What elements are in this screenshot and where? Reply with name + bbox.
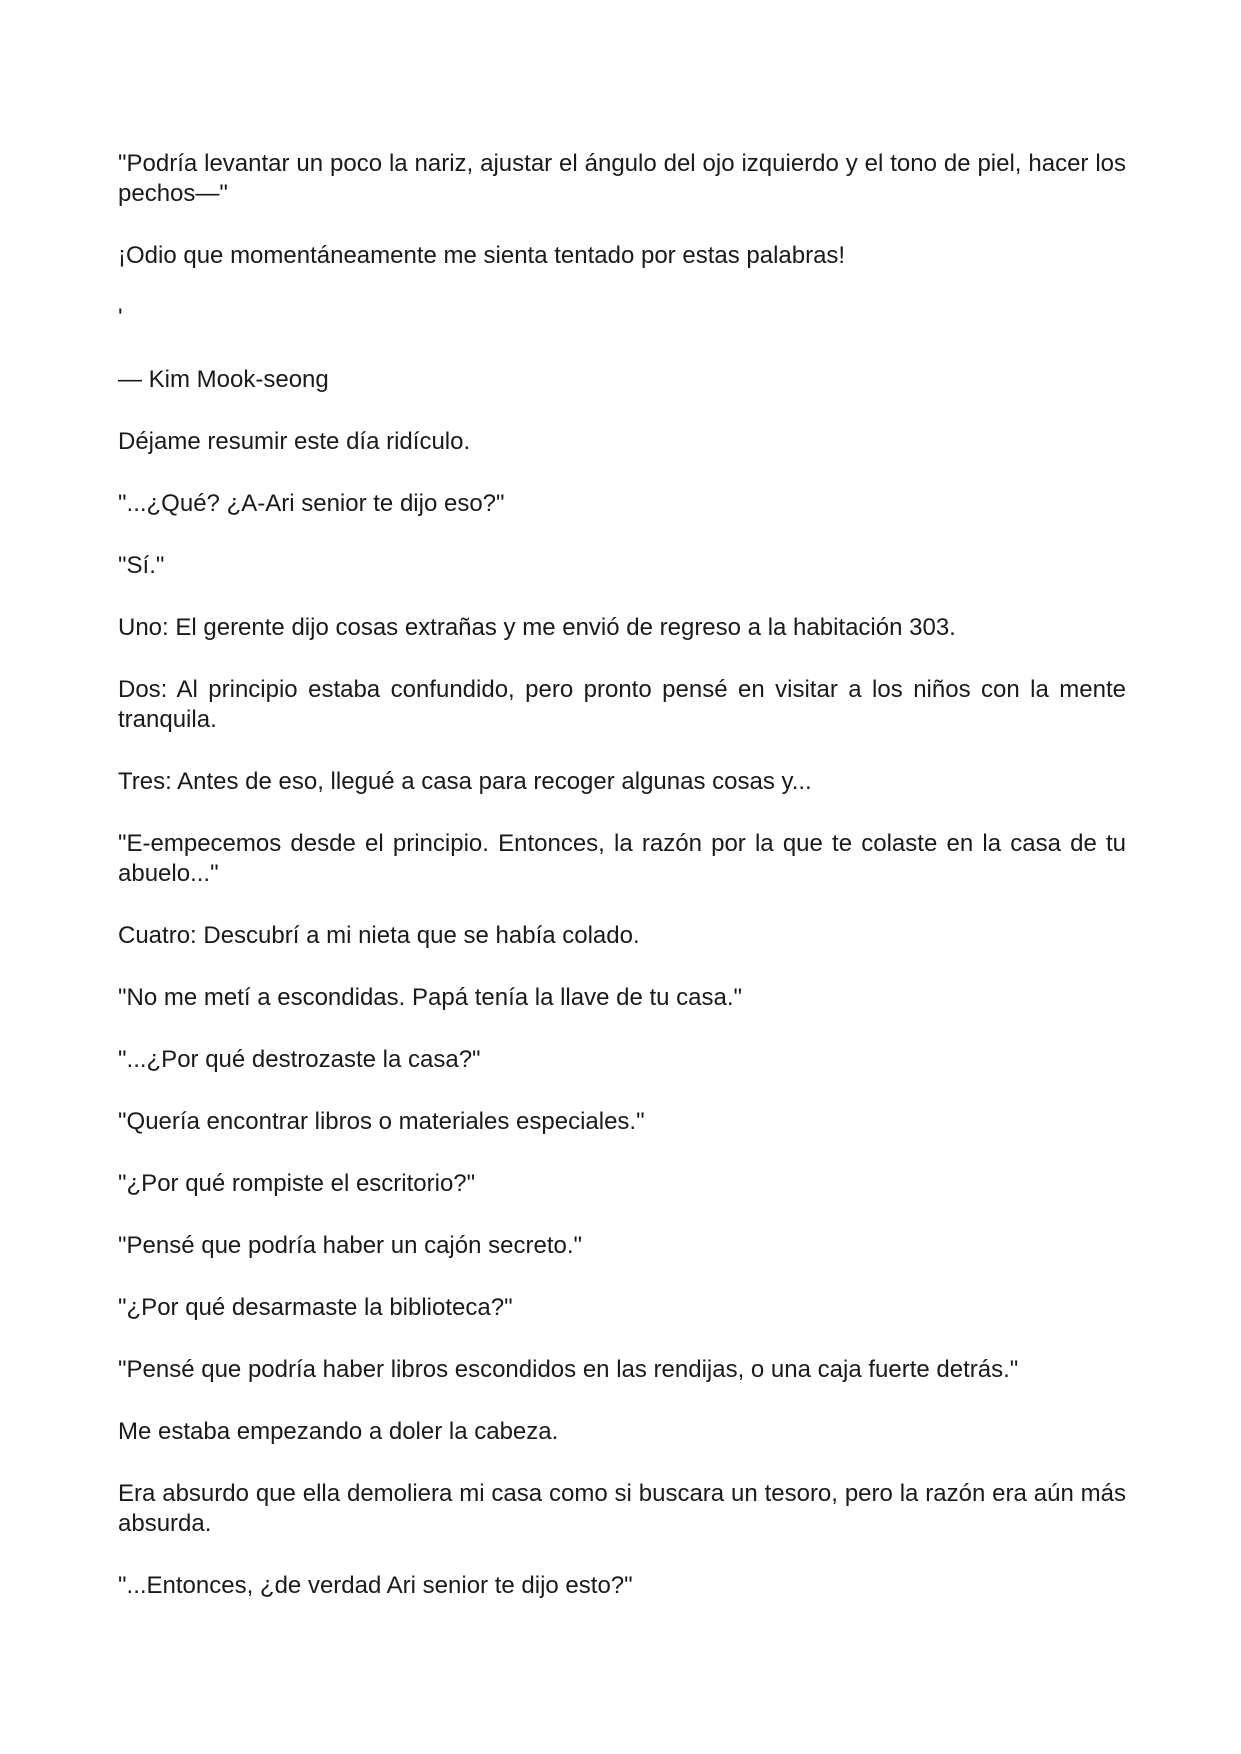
paragraph-pov-header: — Kim Mook-seong <box>118 366 329 393</box>
paragraph-absurd: Era absurdo que ella demoliera mi casa como si buscara un tesoro, pero la razón era aún más absurda. <box>118 1480 1126 1537</box>
apostrophe-mark: ' <box>118 304 123 331</box>
paragraph-dialogue-books: "Quería encontrar libros o materiales especiales." <box>118 1108 645 1135</box>
paragraph-dialogue-safe: "Pensé que podría haber libros escondidos en las rendijas, o una caja fuerte detrás." <box>118 1356 1019 1383</box>
paragraph-dialogue-library: "¿Por qué desarmaste la biblioteca?" <box>118 1294 513 1321</box>
paragraph-point-one: Uno: El gerente dijo cosas extrañas y me envió de regreso a la habitación 303. <box>118 614 956 641</box>
paragraph-summary-intro: Déjame resumir este día ridículo. <box>118 428 471 455</box>
paragraph-dialogue-destroyed: "...¿Por qué destrozaste la casa?" <box>118 1046 481 1073</box>
paragraph-dialogue-final: "...Entonces, ¿de verdad Ari senior te dijo esto?" <box>118 1572 633 1599</box>
paragraph-dialogue-drawer: "Pensé que podría haber un cajón secreto." <box>118 1232 583 1259</box>
paragraph-dialogue-key: "No me metí a escondidas. Papá tenía la llave de tu casa." <box>118 984 743 1011</box>
document-body <box>118 149 1126 1633</box>
paragraph-dialogue-nose: "Podría levantar un poco la nariz, ajustar el ángulo del ojo izquierdo y el tono de piel, hacer los pechos—" <box>118 150 1126 207</box>
paragraph-point-two: Dos: Al principio estaba confundido, pero pronto pensé en visitar a los niños con la mente tranquila. <box>118 676 1126 733</box>
paragraph-point-four: Cuatro: Descubrí a mi nieta que se había colado. <box>118 922 640 949</box>
paragraph-dialogue-what: "...¿Qué? ¿A-Ari senior te dijo eso?" <box>118 490 505 517</box>
paragraph-dialogue-desk: "¿Por qué rompiste el escritorio?" <box>118 1170 476 1197</box>
paragraph-dialogue-start: "E-empecemos desde el principio. Entonces, la razón por la que te colaste en la casa de tu abuelo..." <box>118 830 1126 887</box>
paragraph-dialogue-yes: "Sí." <box>118 552 165 579</box>
paragraph-point-three: Tres: Antes de eso, llegué a casa para recoger algunas cosas y... <box>118 768 812 795</box>
paragraph-headache: Me estaba empezando a doler la cabeza. <box>118 1418 559 1445</box>
paragraph-tempted: ¡Odio que momentáneamente me sienta tentado por estas palabras! <box>118 242 846 269</box>
